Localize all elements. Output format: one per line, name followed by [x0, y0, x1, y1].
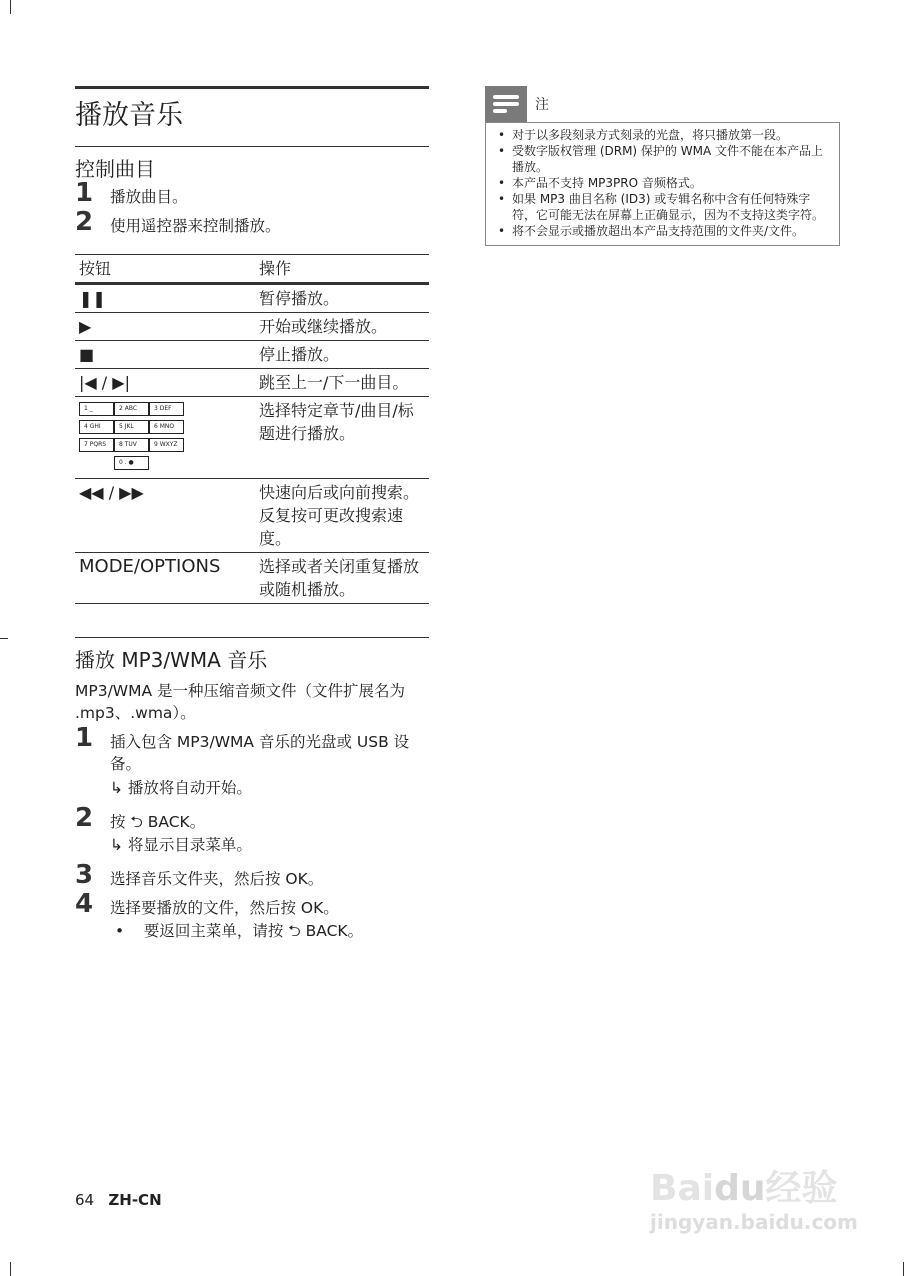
play-icon: ▶ — [75, 313, 255, 341]
page-title: 播放音乐 — [75, 86, 429, 132]
step: 1 插入包含 MP3/WMA 音乐的光盘或 USB 设备。 — [75, 723, 410, 773]
page-footer: 64 ZH-CN — [75, 1191, 162, 1209]
crop-mark — [0, 638, 8, 639]
intro-text: MP3/WMA 是一种压缩音频文件（文件扩展名为 .mp3、.wma）。 — [75, 682, 406, 722]
step: 4 选择要播放的文件，然后按 OK。 — [75, 889, 339, 919]
step: 2 按 ⮌ BACK。 — [75, 803, 206, 833]
bullet-item: • 要返回主菜单，请按 ⮌ BACK。 — [115, 922, 364, 940]
note-label: 注 — [535, 97, 549, 113]
rewind-forward-icon: ◀◀ / ▶▶ — [75, 479, 255, 553]
step: 3 选择音乐文件夹，然后按 OK。 — [75, 860, 324, 890]
note-icon — [485, 86, 527, 122]
stop-icon: ■ — [75, 341, 255, 369]
arrow-icon: ↳ — [110, 779, 128, 797]
arrow-icon: ↳ — [110, 836, 128, 854]
step-result: ↳ 播放将自动开始。 — [110, 779, 252, 797]
crop-mark — [903, 1262, 904, 1276]
watermark-url: jingyan.baidu.com — [650, 1210, 858, 1234]
section-heading-control: 控制曲目 — [75, 146, 429, 182]
number-keypad: 1 _ 2 ABC 3 DEF 4 GHI 5 JKL 6 MNO 7 PQRS 8 TUV 9 WXYZ 0 . ● — [75, 397, 255, 479]
watermark-logo: Baidu经验 — [650, 1168, 838, 1209]
step-result: ↳ 将显示目录菜单。 — [110, 836, 252, 854]
crop-mark — [10, 1262, 11, 1276]
note-box: • 对于以多段刻录方式刻录的光盘，将只播放第一段。 • 受数字版权管理 (DRM) 保护的 WMA 文件不能在本产品上播放。 • 本产品不支持 MP3PRO 音频格式。 • 如果 MP3 曲目名称 (ID3) 或专辑名称中含有任何特殊字符，它可能无法在屏幕上正确显示，因为不支持这类字符。 • 将不会显示或播放超出本产品支持范围的文件夹/文件。 — [485, 122, 840, 246]
step: 2 使用遥控器来控制播放。 — [75, 207, 281, 237]
crop-mark — [10, 0, 11, 14]
step: 1 播放曲目。 — [75, 178, 188, 208]
prev-next-icon: |◀ / ▶| — [75, 369, 255, 397]
pause-icon: ❚❚ — [75, 284, 255, 313]
controls-table: 按钮 操作 ❚❚ 暂停播放。 ▶ 开始或继续播放。 ■ 停止播放。 |◀ / ▶| 跳至上一/下一曲目。 1 _ 2 ABC 3 DEF 4 GHI 5 JKL 6 MNO 7 PQRS 8 TUV 9 WXYZ 0 . ● 选择特定章节/曲目/标题进行播放。 ◀◀ / ▶▶ 快速向后或向前搜索。反复按可更改搜索速度。 MODE/OPTIONS 选择或者关闭重复播放或随机播放。 — [75, 254, 429, 604]
section-heading-mp3: 播放 MP3/WMA 音乐 — [75, 637, 429, 673]
